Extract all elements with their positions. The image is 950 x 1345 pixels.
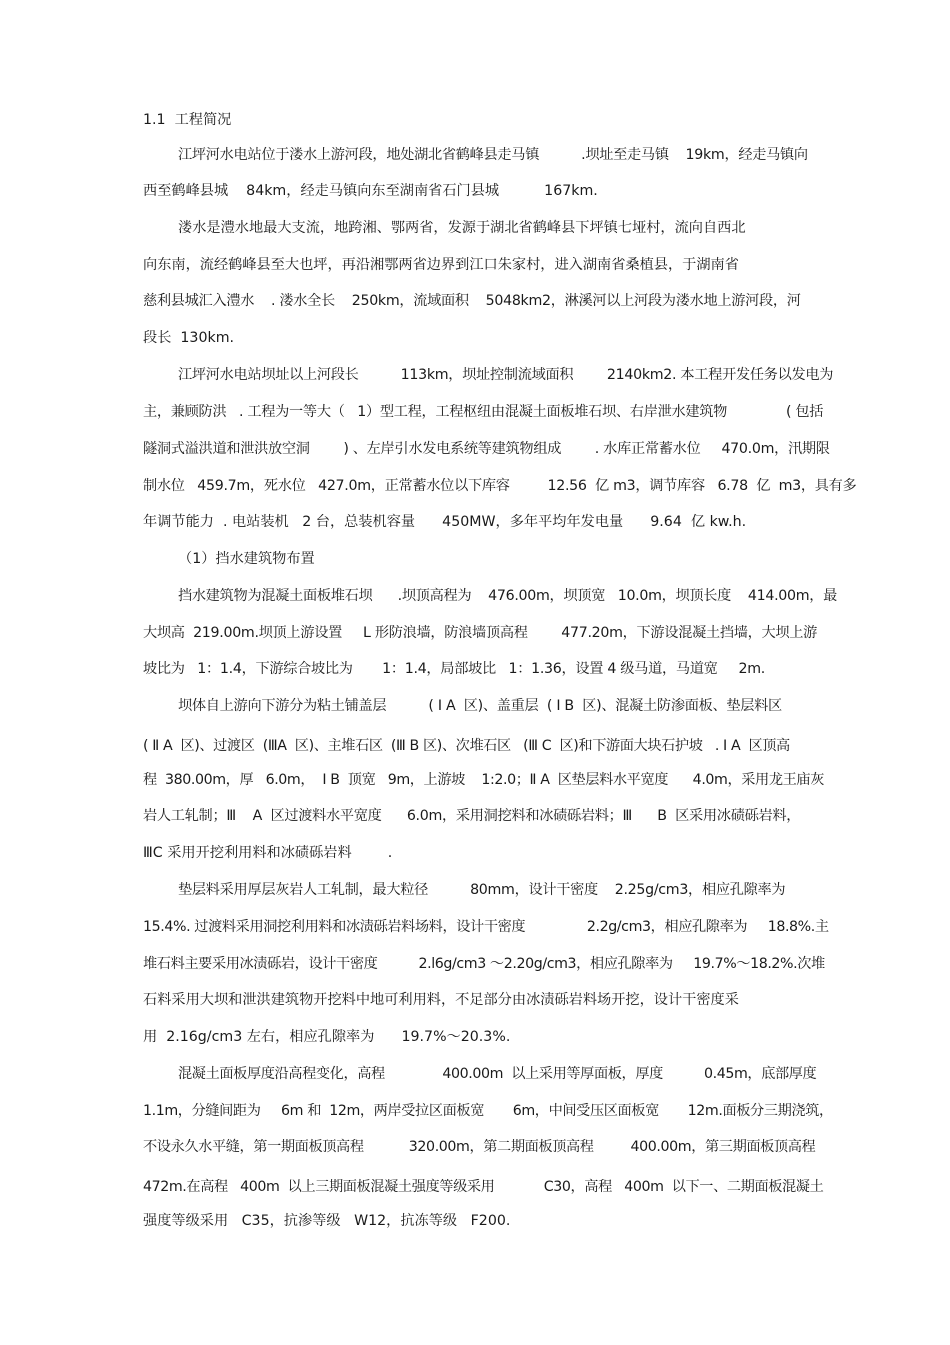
text-line: 制水位 459.7m，死水位 427.0m，正常蓄水位以下库容 12.56 亿 m3，调节库容 6.78 亿 m3，具有多	[143, 478, 857, 494]
text-line: 15.4%. 过渡料采用洞挖利用料和冰渍砾岩料场料，设计干密度 2.2g/cm3，相应孔隙率为 18.8%.主	[143, 919, 829, 935]
text-line: 堆石料主要采用冰渍砾岩，设计干密度 2.l6g/cm3 ～2.20g/cm3，相应孔隙率为 19.7%～18.2%.次堆	[143, 956, 825, 972]
text-line: 溇水是澧水地最大支流，地跨湘、鄂两省，发源于湖北省鹤峰县下坪镇七垭村，流向自西北	[178, 220, 746, 236]
text-line: 程 380.00m，厚 6.0m， Ⅰ B 顶宽 9m，上游坡 1:2.0；Ⅱ A 区垫层料水平宽度 4.0m，采用龙王庙灰	[143, 772, 824, 788]
text-line: 年调节能力 . 电站装机 2 台，总装机容量 450MW，多年平均年发电量 9.64 亿 kw.h.	[143, 514, 747, 530]
text-line: 用 2.16g/cm3 左右，相应孔隙率为 19.7%～20.3%.	[143, 1029, 511, 1045]
text-line: 江坪河水电站坝址以上河段长 113km，坝址控制流域面积 2140km2. 本工程开发任务以发电为	[178, 367, 834, 383]
text-line: 1.1m，分缝间距为 6m 和 12m，两岸受拉区面板宽 6m，中间受压区面板宽 12m.面板分三期浇筑，	[143, 1103, 833, 1119]
subsection-heading: （1）挡水建筑物布置	[178, 551, 315, 567]
text-line: ( Ⅱ A 区)、过渡区 (ⅢA 区)、主堆石区 (Ⅲ B 区)、次堆石区 (Ⅲ C 区)和下游面大块石护坡 . Ⅰ A 区顶高	[143, 738, 790, 754]
text-line: 大坝高 219.00m.坝顶上游设置 L 形防浪墙，防浪墙顶高程 477.20m，下游设混凝土挡墙，大坝上游	[143, 625, 818, 641]
text-line: ⅢC 采用开挖利用料和冰碛砾岩料 .	[143, 845, 393, 861]
text-line: 主，兼顾防洪 . 工程为一等大（ 1）型工程，工程枢纽由混凝土面板堆石坝、右岸泄水建筑物 ( 包括	[143, 404, 824, 420]
text-line: 江坪河水电站位于溇水上游河段，地处湖北省鹤峰县走马镇 .坝址至走马镇 19km，经走马镇向	[178, 147, 808, 163]
text-line: 隧洞式溢洪道和泄洪放空洞 ) 、左岸引水发电系统等建筑物组成 . 水库正常蓄水位 470.0m，汛期限	[143, 441, 830, 457]
text-line: 挡水建筑物为混凝土面板堆石坝 .坝顶高程为 476.00m，坝顶宽 10.0m，坝顶长度 414.00m，最	[178, 588, 838, 604]
text-line: 强度等级采用 C35，抗渗等级 W12，抗冻等级 F200.	[143, 1213, 511, 1229]
text-line: 坡比为 1：1.4，下游综合坡比为 1：1.4，局部坡比 1：1.36，设置 4 级马道，马道宽 2m.	[143, 661, 766, 677]
text-line: 岩人工轧制；Ⅲ A 区过渡料水平宽度 6.0m，采用洞挖料和冰碛砾岩料；Ⅲ B 区采用冰碛砾岩料，	[143, 808, 801, 824]
text-line: 石料采用大坝和泄洪建筑物开挖料中地可利用料，不足部分由冰渍砾岩料场开挖，设计干密度采	[143, 992, 739, 1008]
text-line: 不设永久水平缝，第一期面板顶高程 320.00m，第二期面板顶高程 400.00m，第三期面板顶高程	[143, 1139, 816, 1155]
text-line: 混凝土面板厚度沿高程变化，高程 400.00m 以上采用等厚面板，厚度 0.45m，底部厚度	[178, 1066, 817, 1082]
text-line: 向东南，流经鹤峰县至大也坪，再沿湘鄂两省边界到江口朱家村，进入湖南省桑植县，于湖南省	[143, 257, 739, 273]
text-line: 坝体自上游向下游分为粘土铺盖层 ( Ⅰ A 区)、盖重层 ( Ⅰ B 区)、混凝土防渗面板、垫层料区	[178, 698, 782, 714]
text-line: 慈利县城汇入澧水 . 溇水全长 250km，流域面积 5048km2，淋溪河以上河段为溇水地上游河段，河	[143, 293, 801, 309]
text-line: 西至鹤峰县城 84km，经走马镇向东至湖南省石门县城 167km.	[143, 183, 598, 199]
text-line: 垫层料采用厚层灰岩人工轧制，最大粒径 80mm，设计干密度 2.25g/cm3，相应孔隙率为	[178, 882, 786, 898]
section-heading: 1.1 工程简况	[143, 112, 232, 128]
text-line: 段长 130km.	[143, 330, 235, 346]
text-line: 472m.在高程 400m 以上三期面板混凝土强度等级采用 C30，高程 400m 以下一、二期面板混凝土	[143, 1179, 824, 1195]
